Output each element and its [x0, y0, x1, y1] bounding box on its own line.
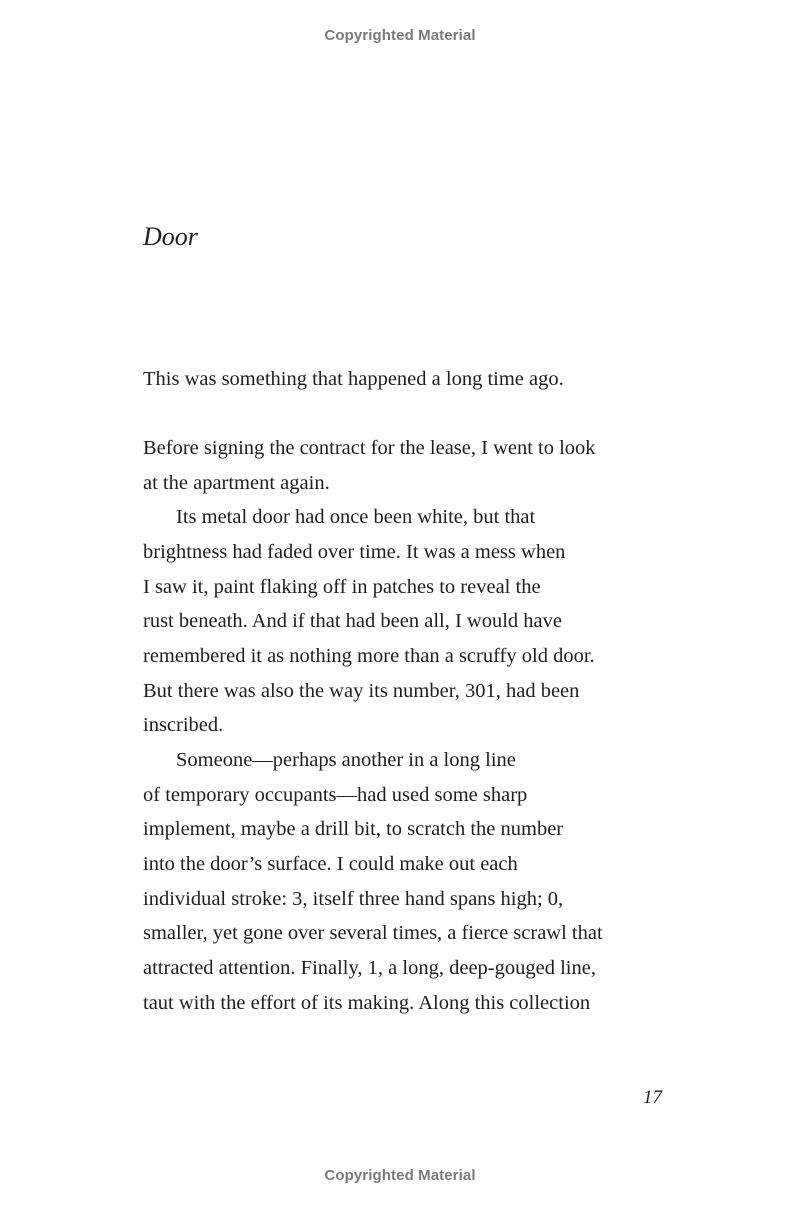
text-line: of temporary occupants—had used some sharp [143, 784, 528, 806]
text-line: Its metal door had once been white, but that [176, 506, 536, 528]
chapter-title: Door [143, 222, 198, 251]
text-line: smaller, yet gone over several times, a fierce scrawl that [143, 922, 603, 944]
text-line: Before signing the contract for the lease, I went to look [143, 437, 596, 459]
text-line: This was something that happened a long time ago. [143, 368, 564, 390]
copyright-watermark-bottom: Copyrighted Material [324, 1167, 476, 1184]
text-line: inscribed. [143, 714, 224, 736]
text-line: brightness had faded over time. It was a mess when [143, 541, 566, 563]
text-line: into the door’s surface. I could make out each [143, 853, 518, 875]
copyright-watermark-top: Copyrighted Material [324, 27, 476, 44]
text-line: at the apartment again. [143, 472, 330, 494]
text-line: I saw it, paint flaking off in patches to reveal the [143, 576, 541, 598]
text-line: taut with the effort of its making. Along this collection [143, 992, 591, 1014]
text-line: remembered it as nothing more than a scruffy old door. [143, 645, 595, 667]
text-line: attracted attention. Finally, 1, a long, deep-gouged line, [143, 957, 596, 979]
text-line: Someone—perhaps another in a long line [176, 749, 516, 771]
text-line: implement, maybe a drill bit, to scratch the number [143, 818, 564, 840]
text-line: rust beneath. And if that had been all, I would have [143, 610, 562, 632]
text-line: But there was also the way its number, 301, had been [143, 680, 580, 702]
text-line: individual stroke: 3, itself three hand spans high; 0, [143, 888, 564, 910]
page-number: 17 [643, 1087, 662, 1108]
